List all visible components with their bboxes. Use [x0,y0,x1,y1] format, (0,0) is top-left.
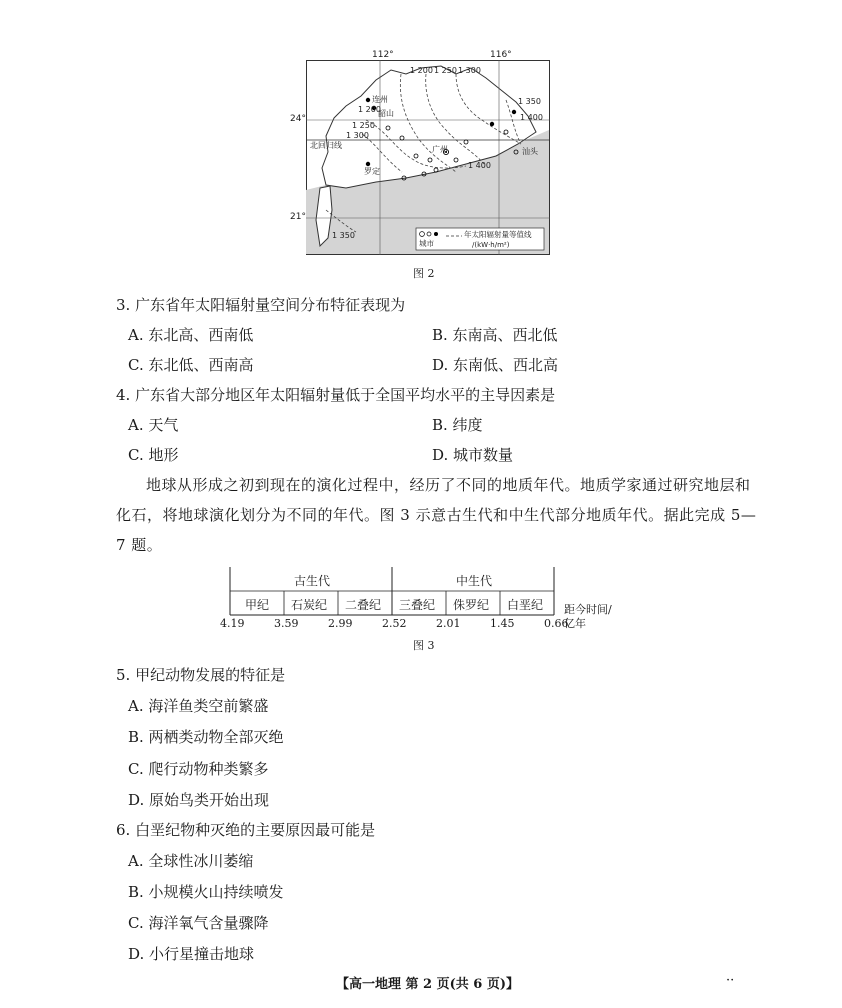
question-5-option-a[interactable]: A. 海洋鱼类空前繁盛 [128,697,269,715]
isoline-label-7: 1 350 [518,97,541,106]
tick-0-66: 0.66 [544,617,569,630]
place-tropic: 北回归线 [310,141,342,150]
legend-isoline: 年太阳辐射量等值线 [464,230,532,239]
question-6-option-b[interactable]: B. 小规模火山持续喷发 [128,883,284,901]
place-shantou: 汕头 [522,147,538,156]
figure-3-timeline [218,565,618,635]
isoline-label-1: 1 200 [410,66,433,75]
question-4-option-d[interactable]: D. 城市数量 [432,446,514,464]
isoline-label-2: 1 250 [434,66,457,75]
lon-label-112: 112° [372,50,394,60]
place-guangzhou: 广州 [432,145,448,154]
question-6-option-d[interactable]: D. 小行星撞击地球 [128,945,255,963]
question-5-option-c[interactable]: C. 爬行动物种类繁多 [128,760,269,778]
question-6-stem: 6. 白垩纪物种灭绝的主要原因最可能是 [116,821,376,839]
passage [116,470,757,560]
period-jurassic: 侏罗纪 [453,598,490,612]
guangdong-radiation-map [306,60,550,255]
question-5-option-b[interactable]: B. 两栖类动物全部灭绝 [128,728,284,746]
tick-3-59: 3.59 [274,617,299,630]
question-6-option-c[interactable]: C. 海洋氧气含量骤降 [128,914,269,932]
axis-label-unit: 亿年 [564,617,586,630]
question-3-option-b[interactable]: B. 东南高、西北低 [432,326,558,344]
era-mesozoic: 中生代 [456,574,493,588]
tick-2-99: 2.99 [328,617,353,630]
era-paleozoic: 古生代 [294,574,331,588]
tick-4-19: 4.19 [220,617,245,630]
isoline-label-5: 1 250 [352,121,375,130]
figure-3-caption: 图 3 [413,639,435,652]
tick-1-45: 1.45 [490,617,515,630]
question-6-option-a[interactable]: A. 全球性冰川萎缩 [128,852,254,870]
period-triassic: 三叠纪 [399,598,436,612]
figure-2-caption: 图 2 [413,267,435,280]
page-footer: 【高一地理 第 2 页(共 6 页)】 [336,977,520,992]
period-cretaceous: 白垩纪 [507,598,544,612]
place-shaoshan: 韶山 [378,109,394,118]
place-lianzhou: 连州 [372,95,388,104]
question-5-stem: 5. 甲纪动物发展的特征是 [116,666,286,684]
question-4-stem: 4. 广东省大部分地区年太阳辐射量低于全国平均水平的主导因素是 [116,386,556,404]
isoline-label-3: 1 300 [458,66,481,75]
question-3-stem: 3. 广东省年太阳辐射量空间分布特征表现为 [116,296,406,314]
passage-line-2: 化石，将地球演化划分为不同的年代。图 3 示意古生代和中生代部分地质年代。据此完成 5— [116,506,757,524]
place-luoding: 罗定 [364,167,380,176]
isoline-label-4: 1 200 [358,105,381,114]
isoline-label-9: 1 400 [468,161,491,170]
period-permian: 二叠纪 [345,598,382,612]
lon-label-116: 116° [490,50,512,60]
legend-city: 城市 [419,239,434,248]
period-jia: 甲纪 [245,598,270,612]
question-5-option-d[interactable]: D. 原始鸟类开始出现 [128,791,270,809]
lat-label-24: 24° [290,114,306,124]
figure-2-map [306,60,550,255]
isoline-label-8: 1 400 [520,113,543,122]
passage-line-3: 7 题。 [116,536,163,554]
axis-label-time: 距今时间/ [564,603,612,616]
tick-2-52: 2.52 [382,617,407,630]
legend-unit: /(kW·h/m²) [472,241,510,249]
question-4-option-c[interactable]: C. 地形 [128,446,179,464]
isoline-label-6: 1 300 [346,131,369,140]
period-carboniferous: 石炭纪 [291,598,328,612]
tick-2-01: 2.01 [436,617,461,630]
question-3-option-c[interactable]: C. 东北低、西南高 [128,356,254,374]
lat-label-21: 21° [290,212,306,222]
passage-line-1: 地球从形成之初到现在的演化过程中，经历了不同的地质年代。地质学家通过研究地层和 [146,476,751,494]
question-3-option-d[interactable]: D. 东南低、西北高 [432,356,559,374]
question-4-option-b[interactable]: B. 纬度 [432,416,483,434]
isoline-label-10: 1 350 [332,231,355,240]
question-4-option-a[interactable]: A. 天气 [128,416,179,434]
footer-mark: ·· [726,973,735,988]
question-3-option-a[interactable]: A. 东北高、西南低 [128,326,254,344]
